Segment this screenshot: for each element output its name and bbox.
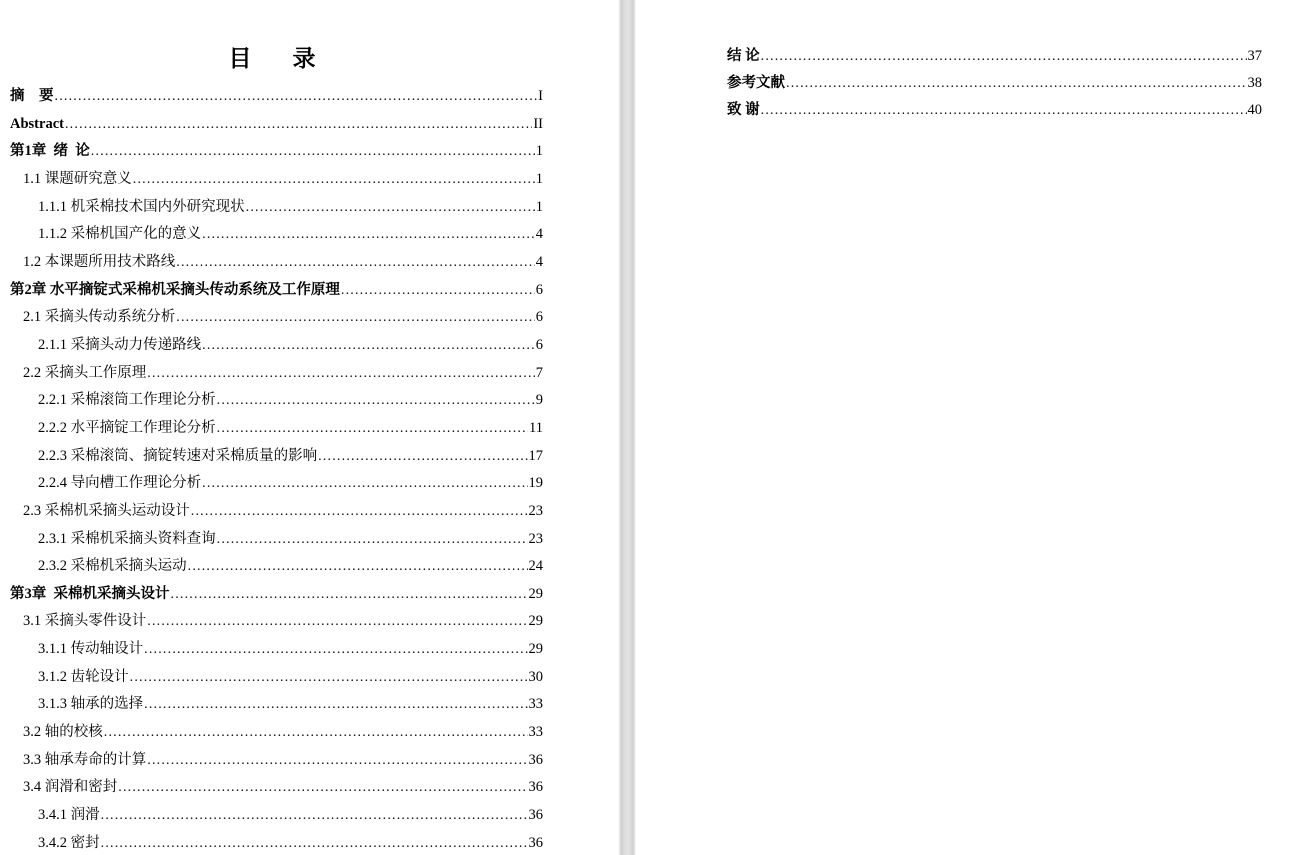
toc-entry-label: 2.1 采摘头传动系统分析 <box>23 309 176 326</box>
dot-leader <box>176 249 535 277</box>
toc-entry-label: 3.4.1 润滑 <box>38 807 100 824</box>
dot-leader <box>144 691 527 719</box>
toc-entry[interactable] <box>10 443 543 471</box>
toc-entry[interactable] <box>10 415 543 443</box>
dot-leader <box>101 830 528 855</box>
dot-leader <box>191 498 528 526</box>
toc-entry[interactable] <box>10 636 543 664</box>
toc-entry-page: 6 <box>535 281 543 298</box>
toc-page-right <box>727 43 1262 124</box>
toc-entry[interactable] <box>10 498 543 526</box>
toc-entry-page: 7 <box>535 364 543 381</box>
toc-title: 目 录 <box>228 46 325 71</box>
toc-entry-page: I <box>538 88 543 104</box>
dot-leader <box>217 415 528 443</box>
dot-leader <box>133 166 535 194</box>
dot-leader <box>318 443 527 471</box>
toc-entry-page: 24 <box>528 558 543 575</box>
toc-entry-label: 1.2 本课题所用技术路线 <box>23 253 176 270</box>
dot-leader <box>171 581 528 609</box>
toc-entry-label: 2.3.1 采棉机采摘头资料查询 <box>38 530 216 547</box>
toc-entry-label: 2.1.1 采摘头动力传递路线 <box>38 336 202 353</box>
toc-entry-label: 3.1.3 轴承的选择 <box>38 696 144 713</box>
toc-entry[interactable] <box>10 111 543 139</box>
toc-entry-label: 3.4.2 密封 <box>38 834 100 851</box>
toc-entry-label: 3.1 采摘头零件设计 <box>23 613 147 630</box>
toc-entry-page: 4 <box>535 253 543 270</box>
dot-leader <box>188 553 528 581</box>
toc-entry-label: 1.1.1 机采棉技术国内外研究现状 <box>38 198 245 215</box>
dot-leader <box>176 304 535 332</box>
toc-entry-page: 33 <box>528 724 543 741</box>
toc-entry-label: 参考文献 <box>727 75 785 91</box>
toc-entry[interactable] <box>10 387 543 415</box>
toc-entry-page: 17 <box>528 447 543 464</box>
toc-entry-label: 2.2 采摘头工作原理 <box>23 364 147 381</box>
toc-entry[interactable] <box>10 277 543 305</box>
dot-leader <box>217 387 535 415</box>
toc-entry-label: 致 谢 <box>727 102 760 118</box>
toc-entry-page: 23 <box>528 502 543 519</box>
dot-leader <box>147 608 527 636</box>
toc-entry-label: 第3章 采棉机采摘头设计 <box>10 585 170 602</box>
page-gap-divider <box>618 0 636 855</box>
toc-entry[interactable] <box>10 719 543 747</box>
toc-entry-label: 2.2.1 采棉滚筒工作理论分析 <box>38 392 216 409</box>
toc-entry-label: 第1章 绪 论 <box>10 143 90 160</box>
toc-entry[interactable] <box>727 97 1262 124</box>
toc-entry[interactable] <box>10 83 543 111</box>
toc-entry-page: 37 <box>1247 48 1262 64</box>
toc-entry-page: 29 <box>528 613 543 630</box>
dot-leader <box>130 664 528 692</box>
toc-entry[interactable] <box>10 664 543 692</box>
toc-entry-page: 19 <box>528 475 543 492</box>
toc-entry-label: 3.3 轴承寿命的计算 <box>23 751 147 768</box>
toc-entry[interactable] <box>10 774 543 802</box>
dot-leader <box>202 470 527 498</box>
dot-leader <box>761 43 1247 70</box>
toc-entry-page: 40 <box>1247 102 1262 118</box>
toc-entry-page: 11 <box>529 419 543 436</box>
dot-leader <box>104 719 528 747</box>
toc-entry-page: 36 <box>528 751 543 768</box>
toc-entry[interactable] <box>10 470 543 498</box>
toc-entry[interactable] <box>10 249 543 277</box>
toc-entry-page: 23 <box>528 530 543 547</box>
toc-entry[interactable] <box>10 553 543 581</box>
toc-entry[interactable] <box>10 221 543 249</box>
toc-entry-label: 1.1.2 采棉机国产化的意义 <box>38 226 202 243</box>
toc-entry-label: 2.2.4 导向槽工作理论分析 <box>38 475 202 492</box>
toc-entry-label: Abstract <box>10 115 64 132</box>
dot-leader <box>118 774 527 802</box>
toc-entry[interactable] <box>10 830 543 855</box>
toc-entry-page: 36 <box>528 779 543 796</box>
dot-leader <box>65 111 532 139</box>
toc-entry-page: 29 <box>528 585 543 602</box>
toc-entry-label: 1.1 课题研究意义 <box>23 170 132 187</box>
dot-leader <box>217 526 528 554</box>
toc-entry-label: 2.2.3 采棉滚筒、摘锭转速对采棉质量的影响 <box>38 447 318 464</box>
toc-entry[interactable] <box>727 70 1262 97</box>
toc-entry-label: 2.3.2 采棉机采摘头运动 <box>38 558 187 575</box>
toc-entry-page: 30 <box>528 668 543 685</box>
toc-entry[interactable] <box>727 43 1262 70</box>
toc-entry-page: 33 <box>528 696 543 713</box>
dot-leader <box>91 138 535 166</box>
dot-leader <box>147 747 527 775</box>
toc-entry[interactable] <box>10 802 543 830</box>
toc-entry-page: 9 <box>535 392 543 409</box>
dot-leader <box>202 332 535 360</box>
toc-entry-page: 36 <box>528 834 543 851</box>
toc-entry[interactable] <box>10 691 543 719</box>
toc-entry[interactable] <box>10 526 543 554</box>
toc-entry-label: 3.4 润滑和密封 <box>23 779 118 796</box>
toc-entry-page: 1 <box>535 198 543 215</box>
toc-entry-label: 2.3 采棉机采摘头运动设计 <box>23 502 190 519</box>
toc-entry-page: 1 <box>535 143 543 160</box>
toc-entry-label: 3.2 轴的校核 <box>23 724 103 741</box>
toc-entry-label: 2.2.2 水平摘锭工作理论分析 <box>38 419 216 436</box>
toc-entry-page: 38 <box>1247 75 1262 91</box>
toc-entry-page: 6 <box>535 309 543 326</box>
dot-leader <box>341 277 535 305</box>
toc-entry[interactable] <box>10 360 543 388</box>
toc-entry-page: 4 <box>535 226 543 243</box>
toc-entry[interactable] <box>10 138 543 166</box>
toc-entry[interactable] <box>10 166 543 194</box>
toc-entry-page: 36 <box>528 807 543 824</box>
toc-entry-label: 第2章 水平摘锭式采棉机采摘头传动系统及工作原理 <box>10 281 340 298</box>
toc-entry[interactable] <box>10 608 543 636</box>
dot-leader <box>147 360 535 388</box>
dot-leader <box>246 194 535 222</box>
dot-leader <box>101 802 528 830</box>
toc-entry-page: 29 <box>528 641 543 658</box>
toc-entry[interactable] <box>10 581 543 609</box>
dot-leader <box>202 221 535 249</box>
toc-entry[interactable] <box>10 194 543 222</box>
dot-leader <box>55 83 538 111</box>
toc-entry-page: 6 <box>535 336 543 353</box>
dot-leader <box>761 97 1247 124</box>
dot-leader <box>144 636 527 664</box>
toc-entry-label: 结 论 <box>727 48 760 64</box>
toc-entry[interactable] <box>10 747 543 775</box>
toc-entry[interactable] <box>10 332 543 360</box>
dot-leader <box>786 70 1247 97</box>
toc-page-left <box>10 83 543 855</box>
toc-entry-label: 摘 要 <box>10 88 54 104</box>
toc-entry-label: 3.1.2 齿轮设计 <box>38 668 129 685</box>
toc-entry[interactable] <box>10 304 543 332</box>
toc-entry-page: 1 <box>535 170 543 187</box>
toc-entry-page: II <box>533 115 543 132</box>
toc-entry-label: 3.1.1 传动轴设计 <box>38 641 144 658</box>
